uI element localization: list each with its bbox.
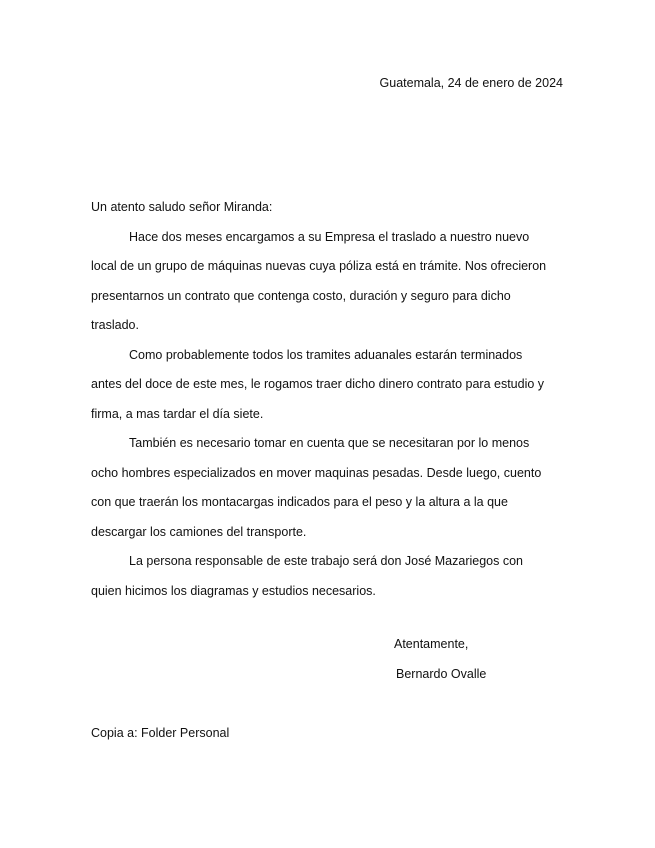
paragraph-line: presentarnos un contrato que contenga costo, duración y seguro para dicho (91, 288, 511, 303)
letter-closing-block (394, 630, 486, 689)
paragraph-line: Hace dos meses encargamos a su Empresa el traslado a nuestro nuevo (129, 229, 530, 244)
signature-name: Bernardo Ovalle (396, 666, 487, 681)
paragraph-line: antes del doce de este mes, le rogamos traer dicho dinero contrato para estudio y (91, 377, 545, 391)
paragraph-line: Como probablemente todos los tramites aduanales estarán terminados (129, 347, 523, 362)
paragraph-2 (91, 341, 563, 430)
paragraph-line: local de un grupo de máquinas nuevas cuya póliza está en trámite. Nos ofrecieron (91, 259, 547, 273)
letter-date: Guatemala, 24 de enero de 2024 (379, 76, 563, 90)
paragraph-line: ocho hombres especializados en mover maquinas pesadas. Desde luego, cuento (91, 465, 542, 480)
paragraph-line: firma, a mas tardar el día siete. (91, 406, 264, 421)
letter-greeting: Un atento saludo señor Miranda: (91, 200, 273, 214)
paragraph-line: quien hicimos los diagramas y estudios necesarios. (91, 583, 376, 598)
copy-to-line: Copia a: Folder Personal (91, 726, 230, 740)
paragraph-line: con que traerán los montacargas indicados para el peso y la altura a la que (91, 495, 508, 509)
paragraph-line: traslado. (91, 318, 139, 332)
paragraph-3 (91, 429, 563, 547)
paragraph-4 (91, 547, 563, 606)
paragraph-1 (91, 223, 563, 341)
closing-phrase: Atentamente, (394, 637, 469, 651)
letter-body (91, 193, 563, 606)
paragraph-line: descargar los camiones del transporte. (91, 524, 307, 539)
paragraph-line: También es necesario tomar en cuenta que se necesitaran por lo menos (129, 436, 530, 450)
paragraph-line: La persona responsable de este trabajo será don José Mazariegos con (129, 554, 524, 568)
